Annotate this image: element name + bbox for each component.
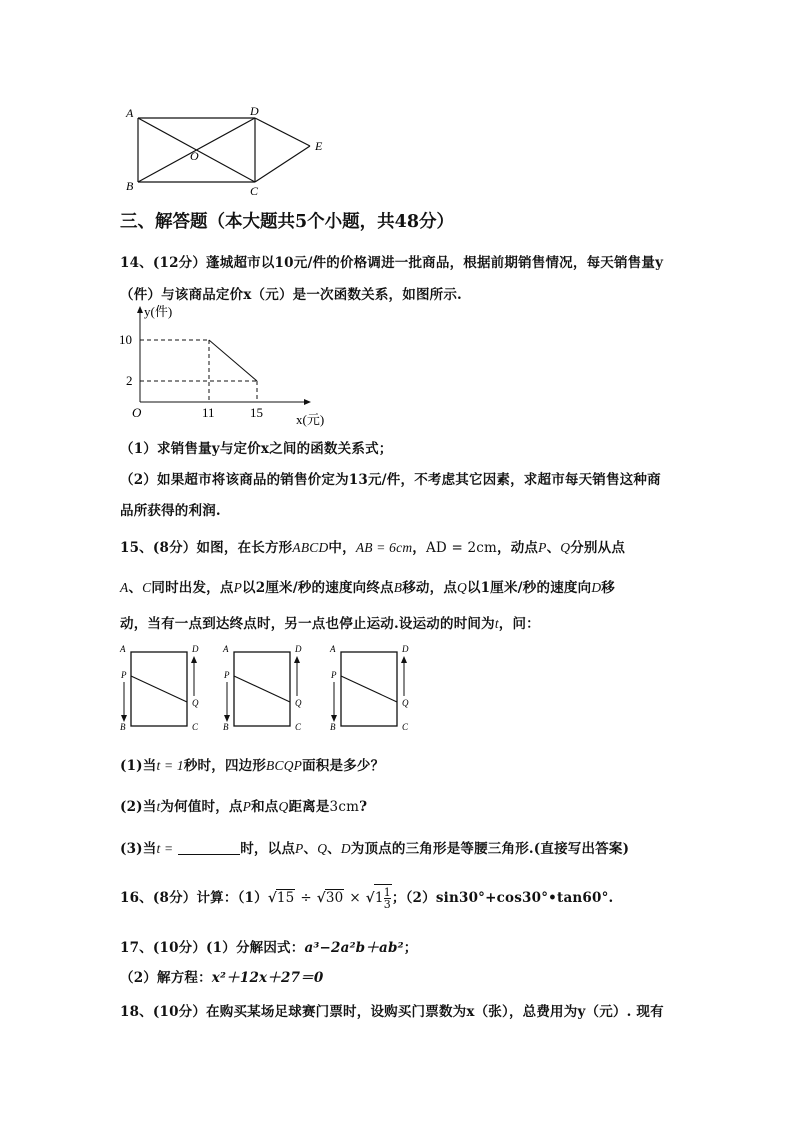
section-title: 三、解答题（本大题共5个小题，共48分） [120,212,455,232]
q16-times: × [349,890,361,906]
q16-line: 16、(8分）计算：（1）√15 ÷ √30 × √1 $\frac{1}{3}$ ；（2）sin30°+cos30°•tan60°. [120,886,614,911]
graph-ylabel: y(件) [144,304,173,319]
q17-line2 [120,966,323,986]
q15-d: D [591,580,602,595]
q15-text: ? [359,799,368,815]
q16-root2: 30 [325,890,344,906]
q16-text: 16、(8分）计算：（1） [120,890,268,906]
q16-den: 3 [383,898,391,911]
q15-t-eq: t = [156,841,174,856]
q15-text: 、 [546,540,561,556]
q15-text: 分别从点 [570,540,626,556]
q15-line1 [120,536,625,556]
q16-num: 1 [383,886,391,899]
svg-text:B: B [330,722,336,732]
q15-p: P [295,841,304,856]
q17-text: ； [403,940,418,956]
svg-text:P: P [224,670,230,680]
svg-text:D: D [402,644,409,654]
q17-expr1: a³−2a²b＋ab² [304,940,404,956]
q14-sub2a: （2）如果超市将该商品的销售价定为13元/件，不考虑其它因素，求超市每天销售这种商 [120,472,661,488]
q15-line2 [120,576,615,596]
q15-text: 距离是 [288,799,330,815]
q15-ad-eq: AD = 2cm [425,540,498,556]
graph-xtick-11: 11 [202,405,215,420]
label-a: A [126,106,134,120]
q15-ab-eq: AB = 6cm [355,540,413,555]
q15-text: 动，当有一点到达终点时，另一点也停止运动.设运动的时间为 [120,616,495,632]
q15-d: D [340,841,351,856]
x-axis-arrow [304,399,311,405]
label-c: C [250,184,259,198]
q15-text: 、 [327,841,341,857]
q15-text: ，动点 [497,540,539,556]
q15-t-eq: t = 1 [156,758,184,773]
graph-ytick-2: 2 [126,373,133,388]
svg-text:A: A [223,644,229,654]
q15-q: Q [457,580,467,595]
q15-p: P [538,540,547,555]
graph-origin: O [132,405,142,420]
figure-rectangle-rhombus [120,100,340,200]
q14-sub2b: 品所获得的利润. [120,503,221,519]
graph-segment-decline [209,340,257,381]
svg-text:A: A [120,644,126,654]
q15-b: B [393,580,403,595]
y-axis-arrow [137,306,143,313]
edge-de [255,118,310,146]
q15-text: 15、(8分）如图，在长方形 [120,540,293,556]
rect-figure-2 [222,644,302,732]
q16-root1: 15 [276,890,295,906]
graph-ytick-10: 10 [119,332,132,347]
q15-text: 为何值时，点 [160,799,243,815]
q15-p: P [242,799,252,814]
q15-p: P [233,580,243,595]
label-b: B [126,179,134,193]
label-o: O [190,149,199,163]
q15-text: 移动，点 [402,580,458,596]
q15-abcd: ABCD [292,540,329,555]
graph-xtick-15: 15 [250,405,263,420]
svg-text:B: B [120,722,126,732]
q15-t: t [494,616,499,631]
q15-text: 、 [303,841,318,857]
svg-text:P: P [331,670,337,680]
q15-text: (2)当 [120,799,157,815]
q17-line1 [120,936,417,956]
q14-line2: （件）与该商品定价x（元）是一次函数关系，如图所示. [120,287,462,303]
rect-figure-1 [119,644,199,732]
q16-div: ÷ [300,890,312,906]
graph-xlabel: x(元) [296,412,325,427]
q15-t: t [156,799,161,814]
answer-blank[interactable] [178,842,240,855]
q14-graph [110,302,350,432]
svg-text:C: C [295,722,302,732]
q15-text: ，问： [498,616,540,632]
q14-line1: 14、(12分）蓬城超市以10元/件的价格调进一批商品，根据前期销售情况，每天销售量y [120,255,664,271]
q15-text: 秒时，四边形 [183,758,267,774]
svg-text:P: P [121,670,127,680]
q15-sub1 [120,754,384,774]
q15-q: Q [317,841,328,856]
q15-text: 为顶点的三角形是等腰三角形.(直接写出答案) [350,841,630,857]
q15-a: A [120,580,129,595]
svg-text:C: C [192,722,199,732]
q18-line1: 18、(10分）在购买某场足球赛门票时，设购买门票数为x（张），总费用为y（元）. 现有 [120,1004,664,1020]
q15-bcqp: BCQP [266,758,303,773]
q14-sub1: （1）求销售量y与定价x之间的函数关系式； [120,441,393,457]
q15-c: C [142,580,152,595]
q15-text: ， [412,540,426,556]
svg-text:Q: Q [192,698,199,708]
q15-text: 同时出发，点 [151,580,234,596]
q15-text: (3)当 [120,841,157,857]
svg-text:B: B [223,722,229,732]
q15-line3 [120,612,540,632]
label-e: E [315,139,323,153]
q15-text: 时，以点 [240,841,296,857]
q15-sub3 [120,837,629,857]
q16-whole: 1 [374,890,384,906]
svg-text:A: A [330,644,336,654]
q17-text: 17、(10分）(1）分解因式： [120,940,305,956]
q15-sub2 [120,795,367,815]
label-d: D [250,104,259,118]
q15-q: Q [560,540,571,555]
q15-text: 和点 [251,799,279,815]
svg-text:D: D [295,644,302,654]
q16-text: ；（2）sin30°+cos30°•tan60°. [391,890,614,906]
q15-text: 、 [128,580,143,596]
q15-text: (1)当 [120,758,157,774]
svg-text:C: C [402,722,409,732]
svg-text:D: D [192,644,199,654]
q15-text: 面积是多少？ [302,758,385,774]
svg-text:Q: Q [295,698,302,708]
q15-text: 以2厘米/秒的速度向终点 [242,580,394,596]
q15-3cm: 3cm [329,799,360,815]
q15-q: Q [278,799,289,814]
q15-text: 中， [328,540,356,556]
q15-figures [110,638,420,738]
edge-ce [255,146,310,182]
q15-text: 以1厘米/秒的速度向 [466,580,592,596]
q15-text: 移 [601,580,615,596]
q17-text: （2）解方程： [120,970,212,986]
q17-expr2: x²＋12x＋27＝0 [211,970,324,986]
svg-text:Q: Q [402,698,409,708]
rect-figure-3 [329,644,409,732]
